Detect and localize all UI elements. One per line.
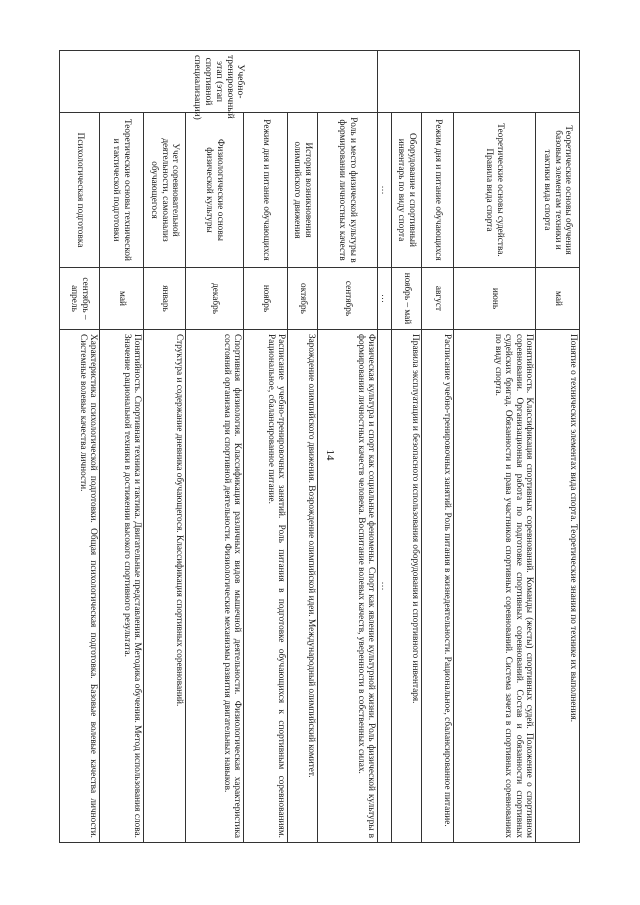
month-cell: ноябрь: [244, 268, 288, 330]
topic-cell: Оборудование и спортивный инвентарь по виду спорта: [392, 113, 422, 268]
topic-cell: Физиологические основы физической культуры: [186, 113, 244, 268]
topic-cell: Теоретические основы судейства. Правила вида спорта: [454, 113, 536, 268]
table-row: [100, 51, 144, 843]
content-cell: Понятийность. Спортивная техника и тактика. Двигательные представления. Методика обучения. Метод использования слова. Значение рациональной техники в достижении высокого спортивного результата.: [100, 330, 144, 843]
month-cell: август: [422, 268, 454, 330]
month-cell: декабрь: [186, 268, 244, 330]
table-row: [454, 51, 536, 843]
topic-cell: Режим дня и питание обучающихся: [422, 113, 454, 268]
stage-cell: Учебно-тренировочный этап (этап спортивной специализации): [60, 51, 378, 113]
curriculum-table: [59, 50, 580, 843]
topic-cell: Теоретические основы обучения базовым элементам техники и тактики вида спорта: [536, 113, 580, 268]
table-row: [186, 51, 244, 843]
table-row: [536, 51, 580, 843]
topic-cell: Учет соревновательной деятельности, самоанализ обучающегося: [144, 113, 186, 268]
page-number: 14: [324, 449, 336, 461]
month-cell: сентябрь – апрель: [60, 268, 100, 330]
month-cell: ноябрь – май: [392, 268, 422, 330]
content-cell: Расписание учебно-тренировочных занятий. Роль питания в жизнедеятельности. Рациональное, сбалансированное питание.: [422, 330, 454, 843]
content-cell: Правила эксплуатации и безопасного использования оборудования и спортивного инвентаря.: [392, 330, 422, 843]
month-cell: январь: [144, 268, 186, 330]
content-cell: Структура и содержание дневника обучающегося. Классификация спортивных соревнований.: [144, 330, 186, 843]
topic-cell: Роль и место физической культуры в формировании личностных качеств: [318, 113, 378, 268]
ellipsis-cell: …: [378, 268, 392, 330]
table-row: [244, 51, 288, 843]
ellipsis-cell: …: [378, 113, 392, 268]
content-cell: Понятие о технических элементах вида спорта. Теоретические знания по технике их выполнения.: [536, 330, 580, 843]
content-cell: Характеристика психологической подготовки. Общая психологическая подготовка. Базовые волевые качества личности. Системные волевые качества личности.: [60, 330, 100, 843]
rotated-table-wrapper: [60, 50, 580, 842]
content-cell: Физическая культура и спорт как социальные феномены. Спорт как явление культурной жизни. Роль физической культуры в формировании личностных качеств человека. Воспитание волевых качеств, уверенности в собственных силах.: [318, 330, 378, 843]
topic-cell: Психологическая подготовка: [60, 113, 100, 268]
table-row: [288, 51, 318, 843]
topic-cell: Режим дня и питание обучающихся: [244, 113, 288, 268]
month-cell: сентябрь: [318, 268, 378, 330]
topic-cell: История возникновения олимпийского движения: [288, 113, 318, 268]
content-cell: Понятийность. Классификация спортивных соревнований. Команды (жесты) спортивных судей. Положение о спортивном соревновании. Организационная работа по подготовке спортивных соревнований. Состав и обязанности спортивных судейских бригад. Обязанности и права участников спортивных соревнований. Система зачета в спортивных соревнованиях по виду спорта.: [454, 330, 536, 843]
content-cell: Расписание учебно-тренировочных занятий. Роль питания в подготовке обучающихся к спортивным соревнованиям. Рациональное, сбалансированное питание.: [244, 330, 288, 843]
stage-cell-empty: [378, 51, 580, 113]
table-row: [318, 51, 378, 843]
topic-cell: Теоретические основы технической и тактической подготовки: [100, 113, 144, 268]
table-row: [60, 51, 100, 843]
month-cell: май: [100, 268, 144, 330]
content-cell: Спортивная физиология. Классификация различных видов мышечной деятельности. Физиологическая характеристика состояний организма при спортивной деятельности. Физиологические механизмы развития двигательных навыков.: [186, 330, 244, 843]
table-row: [144, 51, 186, 843]
ellipsis-cell: …: [378, 330, 392, 843]
table-row: [422, 51, 454, 843]
content-cell: Зарождение олимпийского движения. Возрождение олимпийской идеи. Международный олимпийский комитет.: [288, 330, 318, 843]
month-cell: июнь: [454, 268, 536, 330]
ellipsis-row: [378, 51, 392, 843]
table-row: [392, 51, 422, 843]
month-cell: май: [536, 268, 580, 330]
month-cell: октябрь: [288, 268, 318, 330]
